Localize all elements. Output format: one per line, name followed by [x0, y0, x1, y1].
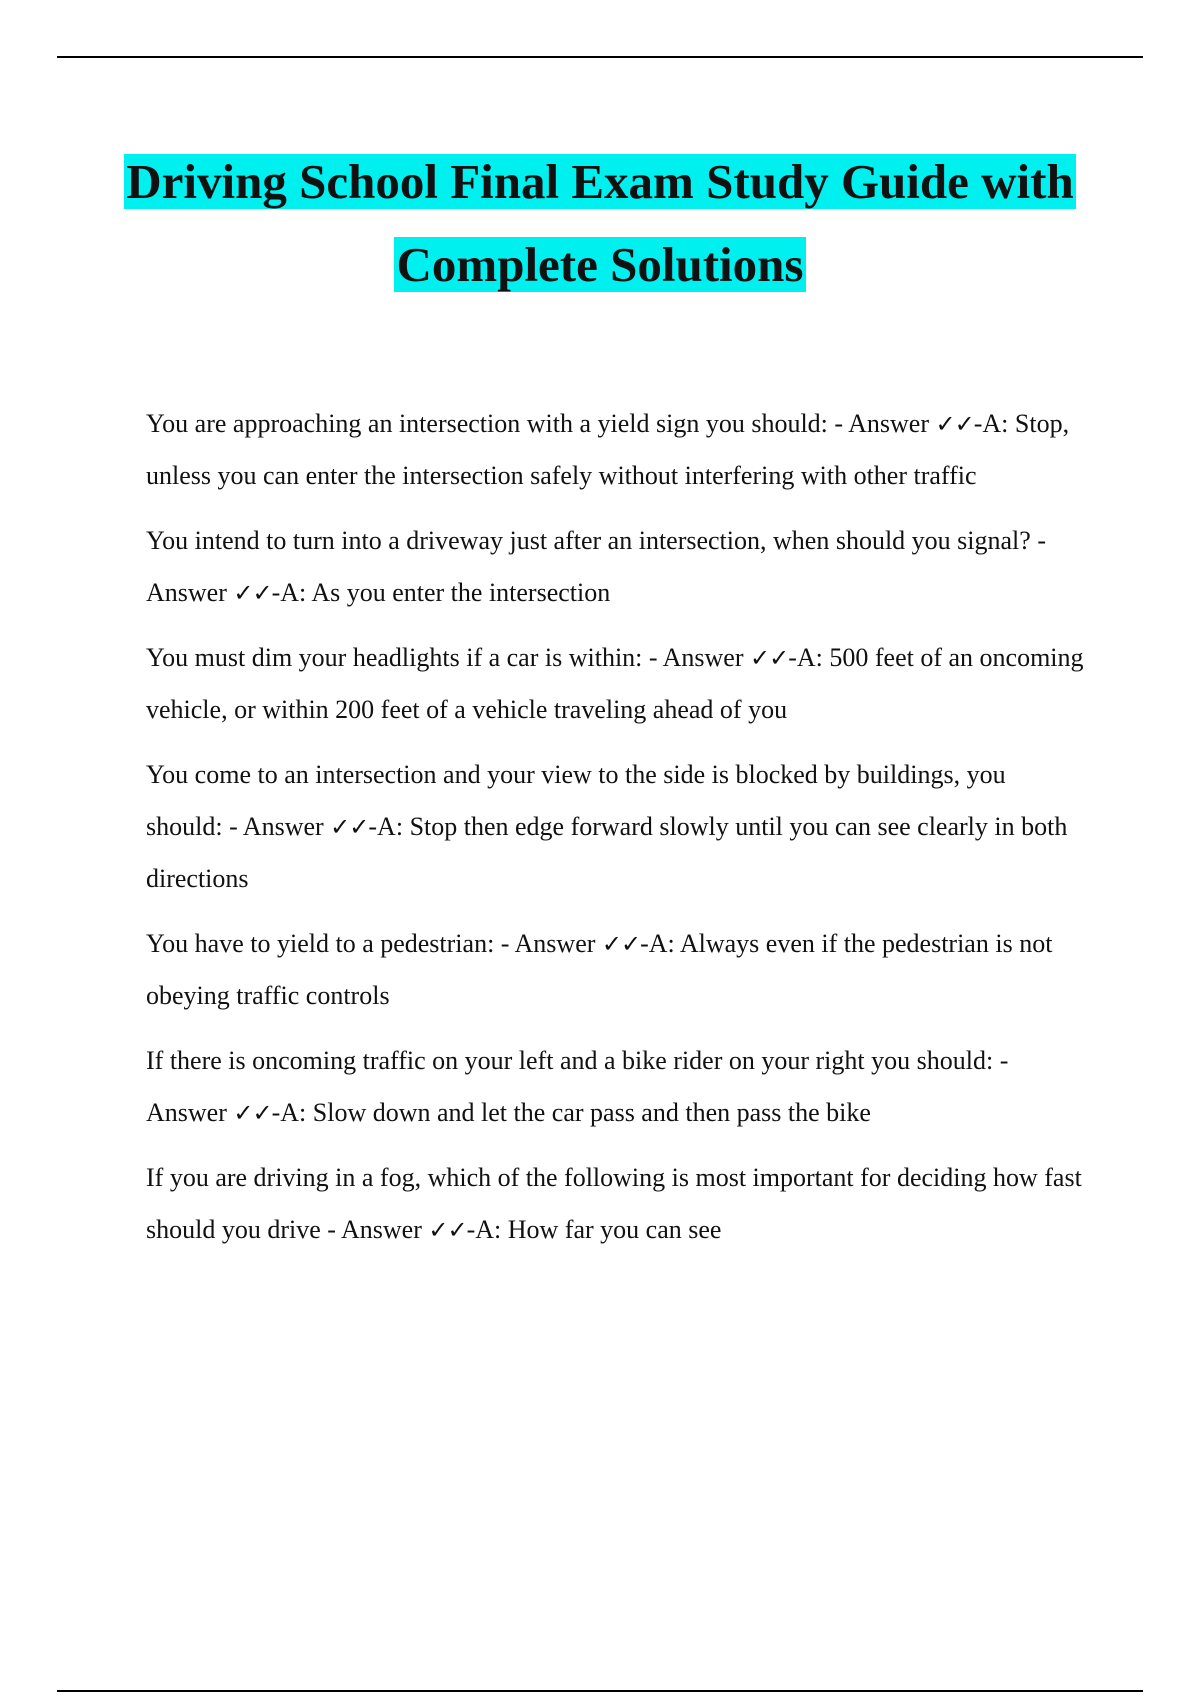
qa-item: [146, 515, 1086, 619]
qa-item: [146, 1152, 1086, 1256]
answer-marker: -A:: [973, 409, 1015, 438]
title-line-1: Driving School Final Exam Study Guide with: [126, 154, 1074, 209]
question-text: You come to an intersection and your view to the side is blocked by buildings, you should:: [146, 760, 1006, 841]
question-text: You intend to turn into a driveway just after an intersection, when should you signal?: [146, 526, 1031, 555]
double-check-icon: ✓✓: [749, 644, 789, 672]
answer-prefix: - Answer: [827, 409, 936, 438]
answer-prefix: - Answer: [494, 929, 602, 958]
answer-marker: -A:: [368, 812, 410, 841]
answer-text: As you enter the intersection: [311, 578, 611, 607]
answer-text: Always even if the pedestrian is not obeying traffic controls: [146, 929, 1053, 1010]
qa-item: [146, 918, 1086, 1022]
question-text: If there is oncoming traffic on your left and a bike rider on your right you should:: [146, 1046, 994, 1075]
answer-marker: -A:: [271, 1098, 313, 1127]
answer-marker: -A:: [466, 1215, 508, 1244]
answer-prefix: - Answer: [146, 1046, 1009, 1127]
answer-prefix: - Answer: [222, 812, 331, 841]
double-check-icon: ✓✓: [601, 930, 641, 958]
answer-marker: -A:: [271, 578, 312, 607]
qa-item: [146, 398, 1086, 502]
double-check-icon: ✓✓: [233, 1099, 272, 1127]
answer-prefix: - Answer: [642, 643, 750, 672]
answer-text: Slow down and let the car pass and then pass the bike: [312, 1098, 871, 1127]
answer-marker: -A:: [788, 643, 830, 672]
double-check-icon: ✓✓: [428, 1216, 467, 1244]
double-check-icon: ✓✓: [330, 813, 369, 841]
qa-item: [146, 1035, 1086, 1139]
double-check-icon: ✓✓: [935, 410, 974, 438]
answer-text: 500 feet of an oncoming vehicle, or within 200 feet of a vehicle traveling ahead of you: [146, 643, 1084, 724]
question-text: You have to yield to a pedestrian:: [146, 929, 495, 958]
qa-list: [146, 398, 1086, 1269]
question-text: If you are driving in a fog, which of the following is most important for deciding how fast should you drive: [146, 1163, 1082, 1244]
question-text: You are approaching an intersection with a yield sign you should:: [146, 409, 828, 438]
page-title: [100, 140, 1100, 306]
question-text: You must dim your headlights if a car is within:: [146, 643, 643, 672]
answer-marker: -A:: [640, 929, 680, 958]
title-line-2: Complete Solutions: [396, 237, 804, 292]
qa-item: [146, 632, 1086, 736]
double-check-icon: ✓✓: [233, 579, 272, 607]
answer-text: Stop then edge forward slowly until you can see clearly in both directions: [146, 812, 1068, 893]
answer-prefix: - Answer: [146, 526, 1046, 607]
qa-item: [146, 749, 1086, 905]
top-rule: [57, 56, 1143, 58]
answer-text: How far you can see: [507, 1215, 722, 1244]
answer-prefix: - Answer: [320, 1215, 429, 1244]
bottom-rule: [57, 1690, 1143, 1692]
answer-text: Stop, unless you can enter the intersection safely without interfering with other traffic: [146, 409, 1070, 490]
